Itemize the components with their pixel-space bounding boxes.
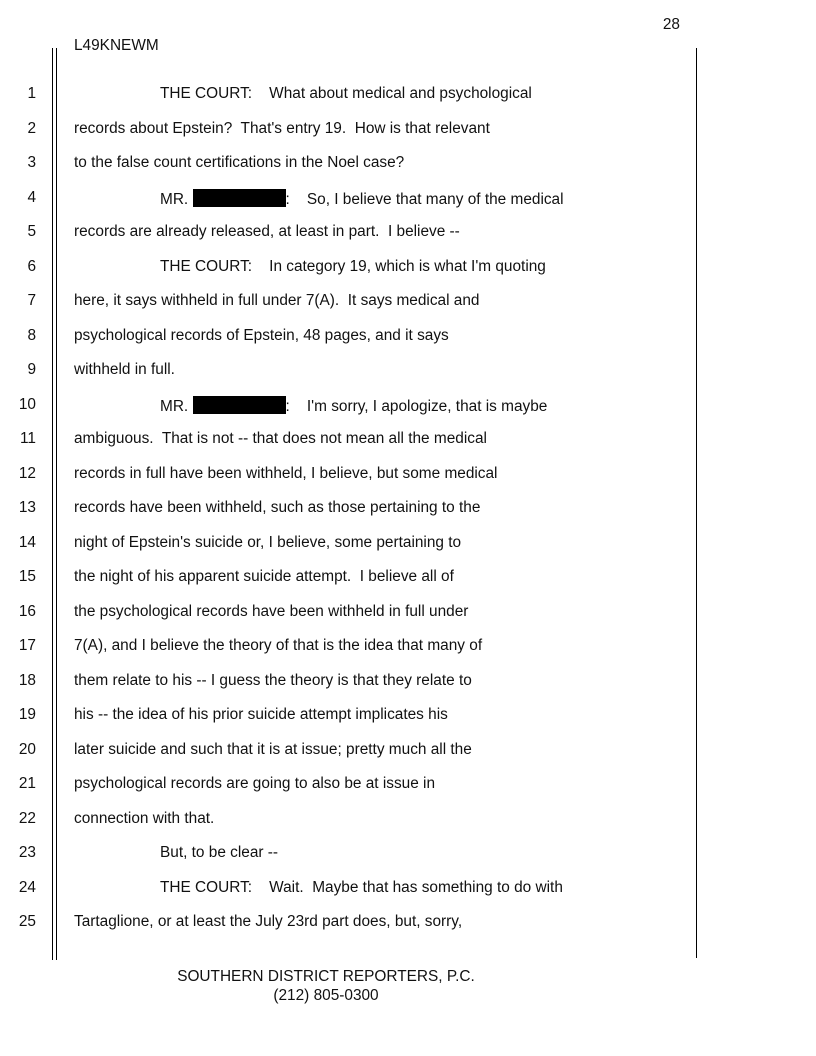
speaker-text: : I'm sorry, I apologize, that is maybe xyxy=(285,397,548,415)
left-margin-rule-inner xyxy=(56,48,57,960)
line-number: 7 xyxy=(27,292,36,309)
transcript-line: his -- the idea of his prior suicide attempt implicates his xyxy=(74,706,448,723)
line-number: 21 xyxy=(18,775,36,792)
transcript-line: THE COURT: Wait. Maybe that has something to do with xyxy=(160,878,563,896)
transcript-line: the psychological records have been withheld in full under xyxy=(74,602,469,620)
line-number: 8 xyxy=(27,326,36,344)
speaker-prefix: MR. xyxy=(160,190,193,208)
transcript-line: night of Epstein's suicide or, I believe, some pertaining to xyxy=(74,533,462,551)
footer-reporter: SOUTHERN DISTRICT REPORTERS, P.C. xyxy=(177,968,475,985)
line-number: 11 xyxy=(20,430,36,447)
line-number: 1 xyxy=(27,85,36,102)
transcript-line: connection with that. xyxy=(74,809,215,827)
line-number: 9 xyxy=(27,361,36,378)
line-number: 5 xyxy=(27,223,36,240)
redaction-box xyxy=(193,189,286,207)
transcript-line: here, it says withheld in full under 7(A). It says medical and xyxy=(74,292,480,309)
transcript-line: psychological records of Epstein, 48 pages, and it says xyxy=(74,326,449,344)
line-number: 16 xyxy=(18,602,36,620)
line-number: 15 xyxy=(18,568,36,585)
line-number: 24 xyxy=(18,878,36,896)
speaker-prefix: MR. xyxy=(160,397,193,415)
transcript-line: THE COURT: In category 19, which is what I'm quoting xyxy=(160,257,546,275)
transcript-line: Tartaglione, or at least the July 23rd part does, but, sorry, xyxy=(74,913,463,930)
speaker-text: : So, I believe that many of the medical xyxy=(285,190,564,208)
line-number: 12 xyxy=(18,464,36,482)
line-number: 10 xyxy=(18,395,36,413)
line-number: 20 xyxy=(18,740,36,758)
footer-phone: (212) 805-0300 xyxy=(273,987,379,1004)
line-number: 4 xyxy=(27,188,36,206)
line-number: 17 xyxy=(18,637,36,654)
transcript-line: psychological records are going to also be at issue in xyxy=(74,775,436,792)
line-number: 2 xyxy=(27,119,36,137)
line-number: 14 xyxy=(18,533,36,551)
line-number: 6 xyxy=(27,257,36,275)
page-number: 28 xyxy=(662,16,680,33)
line-number: 13 xyxy=(18,499,36,516)
line-number: 3 xyxy=(27,154,36,171)
line-number: 25 xyxy=(18,913,36,930)
case-code: L49KNEWM xyxy=(74,37,159,54)
transcript-line: 7(A), and I believe the theory of that is the idea that many of xyxy=(74,637,483,654)
transcript-line: the night of his apparent suicide attempt. I believe all of xyxy=(74,568,454,585)
line-number: 18 xyxy=(18,671,36,689)
transcript-line: to the false count certifications in the Noel case? xyxy=(74,154,405,171)
transcript-line: But, to be clear -- xyxy=(160,844,279,861)
transcript-line: withheld in full. xyxy=(74,361,175,378)
transcript-line xyxy=(160,396,547,416)
transcript-line: ambiguous. That is not -- that does not mean all the medical xyxy=(74,430,487,447)
transcript-line: records in full have been withheld, I believe, but some medical xyxy=(74,464,498,482)
transcript-line: records about Epstein? That's entry 19. How is that relevant xyxy=(74,119,490,137)
right-margin-rule xyxy=(696,48,697,958)
transcript-line: them relate to his -- I guess the theory is that they relate to xyxy=(74,671,472,689)
transcript-line: later suicide and such that it is at issue; pretty much all the xyxy=(74,740,472,758)
transcript-line: records have been withheld, such as those pertaining to the xyxy=(74,499,481,516)
redaction-box xyxy=(193,396,286,414)
transcript-line: THE COURT: What about medical and psychological xyxy=(160,85,532,102)
transcript-line xyxy=(160,189,564,209)
left-margin-rule xyxy=(52,48,53,960)
transcript-line: records are already released, at least in part. I believe -- xyxy=(74,223,460,240)
line-number: 19 xyxy=(18,706,36,723)
line-number: 22 xyxy=(18,809,36,827)
line-number: 23 xyxy=(18,844,36,861)
